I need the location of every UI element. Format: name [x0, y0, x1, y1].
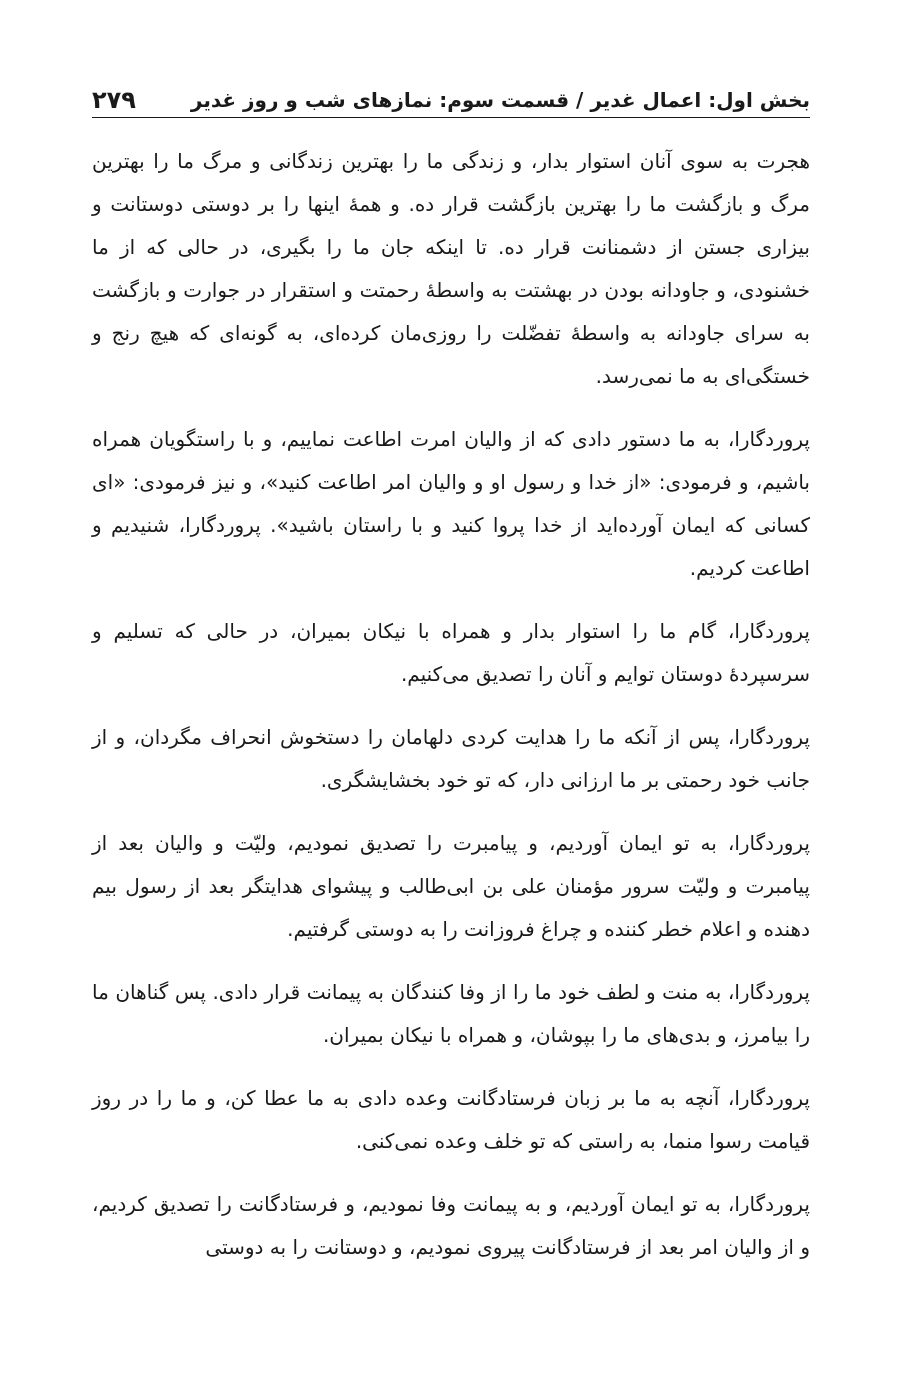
running-header	[92, 74, 810, 114]
paragraph: پروردگارا، به تو ایمان آوردیم، و پیامبرت را تصدیق نمودیم، ولیّت و والیان بعد از پیامبرت و ولیّت سرور مؤمنان علی بن ابی‌طالب و پیشوای هدایتگر بعد از رسول بیم دهنده و اعلام خطر کننده و چراغ فروزانت را به دوستی گرفتیم.	[92, 831, 810, 941]
paragraph: پروردگارا، به ما دستور دادی که از والیان امرت اطاعت نماییم، و با راستگویان همراه باشیم، و فرمودی: «از خدا و رسول او و والیان امر اطاعت کنید»، و نیز فرمودی: «ای کسانی که ایمان آورده‌اید از خدا پروا کنید و با راستان باشید». پروردگارا، شنیدیم و اطاعت کردیم.	[92, 427, 810, 580]
page-number: ۲۷۹	[92, 86, 136, 114]
book-page	[92, 0, 810, 1390]
paragraph: پروردگارا، به منت و لطف خود ما را از وفا کنندگان به پیمانت قرار دادی. پس گناهان ما را بیامرز، و بدی‌های ما را بپوشان، و همراه با نیکان بمیران.	[92, 980, 810, 1047]
paragraph: پروردگارا، آنچه به ما بر زبان فرستادگانت وعده دادی به ما عطا کن، و ما را در روز قیامت رسوا منما، به راستی که تو خلف وعده نمی‌کنی.	[92, 1086, 810, 1153]
header-divider	[92, 117, 810, 118]
paragraph: پروردگارا، گام ما را استوار بدار و همراه با نیکان بمیران، در حالی که تسلیم و سرسپردهٔ دوستان توایم و آنان را تصدیق می‌کنیم.	[92, 619, 810, 686]
paragraph: پروردگارا، به تو ایمان آوردیم، و به پیمانت وفا نمودیم، و فرستادگانت را تصدیق کردیم، و از والیان امر بعد از فرستادگانت پیروی نمودیم، و دوستانت را به دوستی	[92, 1192, 810, 1259]
paragraph: هجرت به سوی آنان استوار بدار، و زندگی ما را بهترین زندگانی و مرگ ما را بهترین مرگ و بازگشت ما را بهترین بازگشت قرار ده. و همهٔ اینها را بر دوستی دوستانت و بیزاری جستن از دشمنانت قرار ده. تا اینکه جان ما را بگیری، در حالی که از ما خشنودی، و جاودانه بودن در بهشتت به واسطهٔ رحمتت و استقرار در جوارت و بازگشت به سرای جاودانه به واسطهٔ تفضّلت را روزی‌مان کرده‌ای، به گونه‌ای که هیچ رنج و خستگی‌ای به ما نمی‌رسد.	[92, 149, 810, 388]
running-header-title: بخش اول: اعمال غدیر / قسمت سوم: نمازهای شب و روز غدیر	[190, 88, 810, 112]
paragraph: پروردگارا، پس از آنکه ما را هدایت کردی دلهامان را دستخوش انحراف مگردان، و از جانب خود رحمتی بر ما ارزانی دار، که تو خود بخشایشگری.	[92, 725, 810, 792]
body-text	[92, 140, 810, 1289]
